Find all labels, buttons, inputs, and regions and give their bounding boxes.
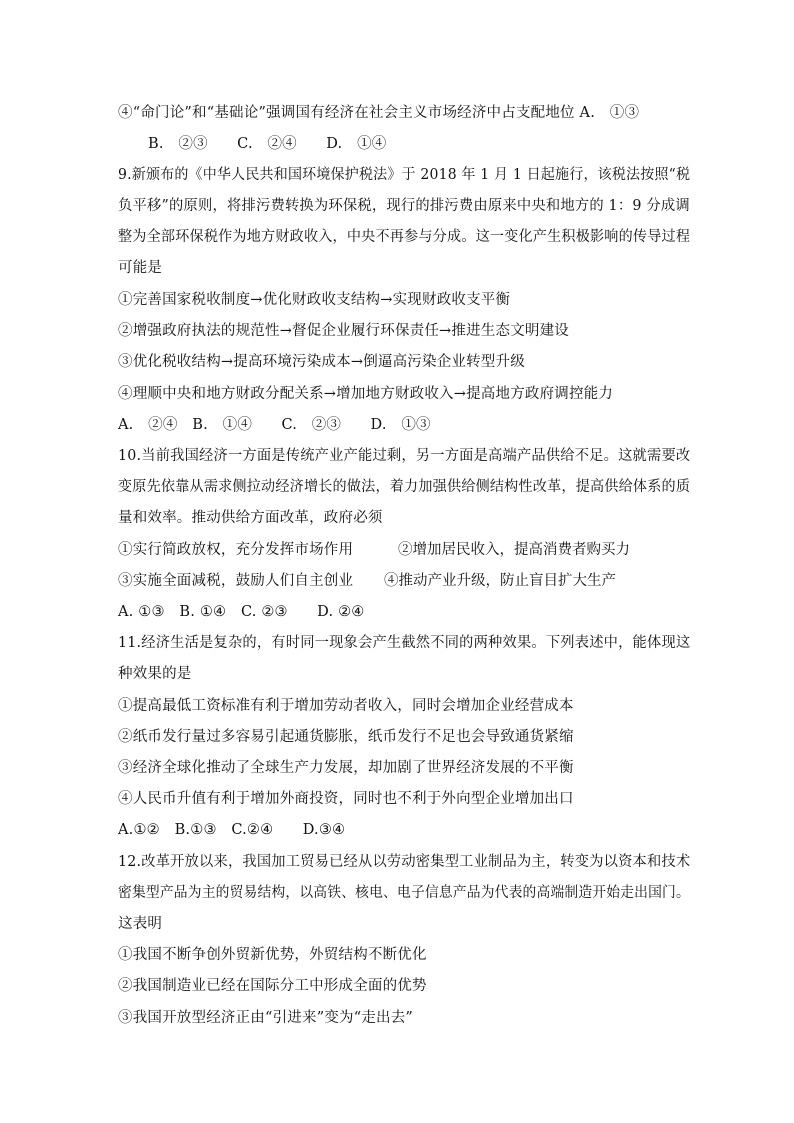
q9-stem-line-4: 可能是 — [118, 260, 163, 276]
q10-option-2: ②增加居民收入，提高消费者购买力 — [398, 542, 630, 558]
q9-stem-line-1: 9.新颁布的《中华人民共和国环境保护税法》于 2018 年 1 月 1 日起施行，该税法按照“税 — [118, 167, 691, 183]
q11-stem-line-1: 11.经济生活是复杂的，有时同一现象会产生截然不同的两种效果。下列表述中，能体现这 — [118, 635, 691, 651]
q11-option-2: ②纸币发行量过多容易引起通货膨胀，纸币发行不足也会导致通货紧缩 — [118, 729, 574, 745]
q10-option-4: ④推动产业升级，防止盲目扩大生产 — [384, 573, 616, 589]
q9-option-4: ④理顺中央和地方财政分配关系→增加地方财政收入→提高地方政府调控能力 — [118, 386, 614, 402]
q9-option-3: ③优化税收结构→提高环境污染成本→倒逼高污染企业转型升级 — [118, 354, 525, 370]
q9-answer-choices: A. ②④ B. ①④ C. ②③ D. ①③ — [118, 417, 431, 433]
q10-answer-choices: A. ①③ B. ①④ C. ②③ D. ②④ — [118, 604, 365, 620]
q12-stem-line-2: 密集型产品为主的贸易结构，以高铁、核电、电子信息产品为代表的高端制造开始走出国门。 — [118, 885, 690, 901]
q12-stem-line-1: 12.改革开放以来，我国加工贸易已经从以劳动密集型工业制品为主，转变为以资本和技术 — [118, 854, 691, 870]
q10-stem-line-3: 量和效率。推动供给方面改革，政府必须 — [118, 510, 383, 526]
q12-option-3: ③我国开放型经济正由“引进来”变为“走出去” — [118, 1010, 414, 1026]
q9-stem-line-2: 负平移”的原则，将排污费转换为环保税，现行的排污费由原来中央和地方的 1：9 分成调 — [118, 198, 690, 214]
q10-stem-line-1: 10.当前我国经济一方面是传统产业产能过剩，另一方面是高端产品供给不足。这就需要改 — [118, 448, 691, 464]
q9-option-1: ①完善国家税收制度→优化财政收支结构→实现财政收支平衡 — [118, 292, 511, 308]
q12-stem-line-3: 这表明 — [118, 916, 163, 932]
q11-option-1: ①提高最低工资标准有利于增加劳动者收入，同时会增加企业经营成本 — [118, 698, 574, 714]
q11-option-4: ④人民币升值有利于增加外商投资，同时也不利于外向型企业增加出口 — [118, 791, 574, 807]
q10-stem-line-2: 变原先依靠从需求侧拉动经济增长的做法，着力加强供给侧结构性改革，提高供给体系的质 — [118, 479, 691, 495]
q10-option-1: ①实行简政放权，充分发挥市场作用 — [118, 542, 354, 558]
q12-option-2: ②我国制造业已经在国际分工中形成全面的优势 — [118, 978, 427, 994]
q11-answer-choices: A.①② B.①③ C.②④ D.③④ — [118, 822, 346, 838]
q10-option-3: ③实施全面减税，鼓励人们自主创业 — [118, 573, 354, 589]
q11-option-3: ③经济全球化推动了全球生产力发展，却加剧了世界经济发展的不平衡 — [118, 760, 574, 776]
q8-answer-choices: B. ②③ C. ②④ D. ①④ — [148, 136, 387, 152]
q12-option-1: ①我国不断争创外贸新优势，外贸结构不断优化 — [118, 947, 427, 963]
q11-stem-line-2: 种效果的是 — [118, 666, 192, 682]
q8-option-4: ④“命门论”和“基础论”强调国有经济在社会主义市场经济中占支配地位 A. ①③ — [118, 105, 640, 121]
q9-stem-line-3: 整为全部环保税作为地方财政收入，中央不再参与分成。这一变化产生积极影响的传导过程 — [118, 229, 691, 245]
q9-option-2: ②增强政府执法的规范性→督促企业履行环保责任→推进生态文明建设 — [118, 323, 569, 339]
